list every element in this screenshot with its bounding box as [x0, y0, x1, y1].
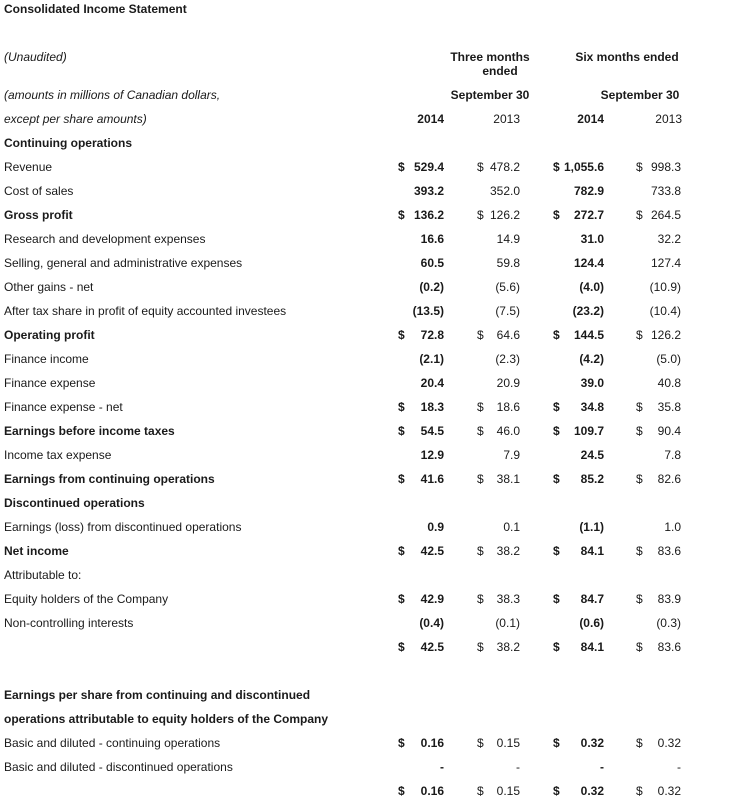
cell-value: 24.5 [580, 448, 604, 462]
cell-value: 38.2 [496, 640, 520, 654]
cell-value: (1.1) [579, 520, 604, 534]
cell-value: 0.32 [657, 736, 681, 750]
cell-value: (2.1) [419, 352, 444, 366]
currency-symbol: $ [636, 544, 643, 558]
currency-symbol: $ [636, 592, 643, 606]
september-30-six-months: September 30 [600, 88, 680, 102]
cell-value: 32.2 [657, 232, 681, 246]
currency-symbol: $ [477, 784, 484, 798]
cell-value: 16.6 [420, 232, 444, 246]
currency-symbol: $ [636, 472, 643, 486]
cell-value: 136.2 [413, 208, 444, 222]
cell-value: 126.2 [650, 328, 681, 342]
cell-value: 38.3 [496, 592, 520, 606]
cell-value: (5.0) [656, 352, 681, 366]
cell-value: 72.8 [420, 328, 444, 342]
currency-symbol: $ [636, 400, 643, 414]
cell-value: 0.32 [580, 736, 604, 750]
cell-value: 127.4 [650, 256, 681, 270]
currency-symbol: $ [477, 328, 484, 342]
cell-value: 54.5 [420, 424, 444, 438]
cell-value: 393.2 [413, 184, 444, 198]
currency-symbol: $ [553, 472, 560, 486]
row-label: Research and development expenses [4, 232, 206, 246]
cell-value: 0.16 [420, 784, 444, 798]
currency-symbol: $ [477, 472, 484, 486]
row-label: Attributable to: [4, 568, 82, 582]
currency-symbol: $ [553, 208, 560, 222]
cell-value: 31.0 [580, 232, 604, 246]
cell-value: (13.5) [412, 304, 444, 318]
unaudited-note: (Unaudited) [4, 50, 67, 64]
currency-symbol: $ [553, 328, 560, 342]
cell-value: 1.0 [664, 520, 681, 534]
currency-symbol: $ [636, 424, 643, 438]
cell-value: 42.9 [420, 592, 444, 606]
cell-value: 126.2 [489, 208, 520, 222]
cell-value: 39.0 [580, 376, 604, 390]
row-label: Revenue [4, 160, 53, 174]
currency-symbol: $ [636, 208, 643, 222]
cell-value: 0.1 [503, 520, 520, 534]
cell-value: 20.4 [420, 376, 444, 390]
row-label: Operating profit [4, 328, 95, 342]
currency-symbol: $ [553, 640, 560, 654]
currency-symbol: $ [636, 328, 643, 342]
currency-symbol: $ [398, 328, 405, 342]
cell-value: 83.6 [657, 640, 681, 654]
year-header-2013-six: 2013 [655, 112, 682, 126]
cell-value: 35.8 [657, 400, 681, 414]
currency-symbol: $ [553, 592, 560, 606]
cell-value: 0.9 [427, 520, 444, 534]
cell-value: 38.2 [496, 544, 520, 558]
row-label: Equity holders of the Company [4, 592, 169, 606]
cell-value: (7.5) [495, 304, 520, 318]
cell-value: 83.9 [657, 592, 681, 606]
cell-value: 998.3 [650, 160, 681, 174]
row-label: Finance expense [4, 376, 96, 390]
currency-symbol: $ [636, 736, 643, 750]
three-months-header: Three months [450, 50, 530, 64]
row-label: Basic and diluted - continuing operations [4, 736, 221, 750]
cell-value: 18.3 [420, 400, 444, 414]
currency-symbol: $ [398, 640, 405, 654]
row-label: Basic and diluted - discontinued operations [4, 760, 233, 774]
cell-value: 40.8 [657, 376, 681, 390]
row-label: Earnings per share from continuing and discontinued [4, 688, 311, 702]
cell-value: - [600, 760, 604, 774]
cell-value: 84.1 [580, 544, 604, 558]
cell-value: (0.1) [495, 616, 520, 630]
currency-symbol: $ [398, 736, 405, 750]
cell-value: (10.4) [649, 304, 681, 318]
cell-value: (23.2) [572, 304, 604, 318]
cell-value: 109.7 [573, 424, 604, 438]
cell-value: 529.4 [413, 160, 444, 174]
year-header-2013-three: 2013 [493, 112, 520, 126]
cell-value: (2.3) [495, 352, 520, 366]
cell-value: (5.6) [495, 280, 520, 294]
currency-symbol: $ [398, 592, 405, 606]
cell-value: 20.9 [496, 376, 520, 390]
currency-symbol: $ [477, 736, 484, 750]
cell-value: 14.9 [496, 232, 520, 246]
row-label: Discontinued operations [4, 496, 145, 510]
cell-value: 782.9 [573, 184, 604, 198]
cell-value: - [677, 760, 681, 774]
currency-symbol: $ [477, 544, 484, 558]
currency-symbol: $ [553, 736, 560, 750]
cell-value: 124.4 [573, 256, 604, 270]
row-label: Earnings (loss) from discontinued operations [4, 520, 242, 534]
amounts-note-line2: except per share amounts) [4, 112, 147, 126]
cell-value: 84.1 [580, 640, 604, 654]
three-months-header-ended: ended [482, 64, 518, 78]
cell-value: 18.6 [496, 400, 520, 414]
row-label: Earnings before income taxes [4, 424, 175, 438]
row-label: Income tax expense [4, 448, 112, 462]
currency-symbol: $ [398, 400, 405, 414]
cell-value: 64.6 [496, 328, 520, 342]
cell-value: 7.9 [503, 448, 520, 462]
row-label: Earnings from continuing operations [4, 472, 215, 486]
currency-symbol: $ [553, 544, 560, 558]
row-label: Non-controlling interests [4, 616, 134, 630]
row-label: Cost of sales [4, 184, 74, 198]
currency-symbol: $ [553, 424, 560, 438]
row-label: Net income [4, 544, 69, 558]
cell-value: 60.5 [420, 256, 444, 270]
currency-symbol: $ [636, 640, 643, 654]
row-label: Gross profit [4, 208, 73, 222]
cell-value: 7.8 [664, 448, 681, 462]
cell-value: 42.5 [420, 640, 444, 654]
year-header-2014-three: 2014 [417, 112, 444, 126]
cell-value: (4.0) [579, 280, 604, 294]
cell-value: 41.6 [420, 472, 444, 486]
row-label: Selling, general and administrative expenses [4, 256, 243, 270]
cell-value: 0.32 [580, 784, 604, 798]
cell-value: 1,055.6 [563, 160, 604, 174]
cell-value: 12.9 [420, 448, 444, 462]
currency-symbol: $ [477, 592, 484, 606]
cell-value: 0.15 [496, 736, 520, 750]
row-label: After tax share in profit of equity accounted investees [4, 304, 287, 318]
cell-value: 85.2 [580, 472, 604, 486]
cell-value: 144.5 [573, 328, 604, 342]
currency-symbol: $ [477, 640, 484, 654]
currency-symbol: $ [477, 160, 484, 174]
cell-value: 264.5 [650, 208, 681, 222]
currency-symbol: $ [553, 160, 560, 174]
cell-value: (0.2) [419, 280, 444, 294]
row-label: Finance expense - net [4, 400, 123, 414]
cell-value: 352.0 [489, 184, 520, 198]
six-months-header: Six months ended [575, 50, 679, 64]
currency-symbol: $ [398, 160, 405, 174]
cell-value: 0.15 [496, 784, 520, 798]
currency-symbol: $ [398, 424, 405, 438]
amounts-note-line1: (amounts in millions of Canadian dollars, [4, 88, 221, 102]
row-label: Continuing operations [4, 136, 132, 150]
currency-symbol: $ [398, 208, 405, 222]
cell-value: 59.8 [496, 256, 520, 270]
september-30-three-months: September 30 [450, 88, 530, 102]
cell-value: 90.4 [657, 424, 681, 438]
year-header-2014-six: 2014 [577, 112, 604, 126]
row-label: Finance income [4, 352, 89, 366]
cell-value: 82.6 [657, 472, 681, 486]
cell-value: 34.8 [580, 400, 604, 414]
cell-value: 46.0 [496, 424, 520, 438]
cell-value: 272.7 [573, 208, 604, 222]
cell-value: (4.2) [579, 352, 604, 366]
cell-value: 38.1 [496, 472, 520, 486]
currency-symbol: $ [636, 784, 643, 798]
currency-symbol: $ [477, 208, 484, 222]
cell-value: 0.16 [420, 736, 444, 750]
cell-value: 42.5 [420, 544, 444, 558]
row-label: Other gains - net [4, 280, 94, 294]
cell-value: (0.4) [419, 616, 444, 630]
cell-value: 478.2 [489, 160, 520, 174]
cell-value: (0.3) [656, 616, 681, 630]
page-title: Consolidated Income Statement [4, 2, 187, 16]
cell-value: (0.6) [579, 616, 604, 630]
cell-value: 84.7 [580, 592, 604, 606]
row-label: operations attributable to equity holders of the Company [4, 712, 329, 726]
currency-symbol: $ [477, 400, 484, 414]
currency-symbol: $ [398, 784, 405, 798]
currency-symbol: $ [477, 424, 484, 438]
currency-symbol: $ [553, 784, 560, 798]
cell-value: 733.8 [650, 184, 681, 198]
currency-symbol: $ [398, 544, 405, 558]
cell-value: - [440, 760, 444, 774]
cell-value: 83.6 [657, 544, 681, 558]
cell-value: - [516, 760, 520, 774]
currency-symbol: $ [636, 160, 643, 174]
cell-value: (10.9) [649, 280, 681, 294]
cell-value: 0.32 [657, 784, 681, 798]
currency-symbol: $ [398, 472, 405, 486]
currency-symbol: $ [553, 400, 560, 414]
